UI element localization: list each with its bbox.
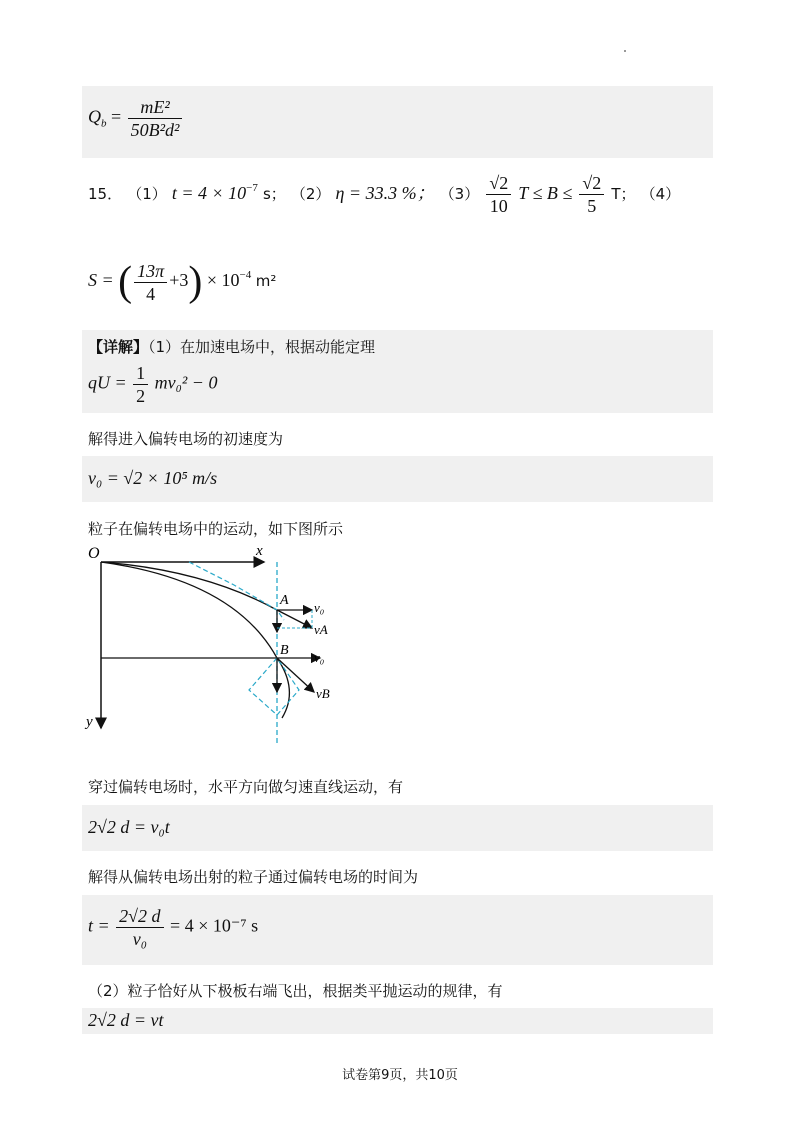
deflection-diagram bbox=[84, 540, 344, 750]
q15-part3-frac2 bbox=[579, 172, 604, 217]
eq-energy bbox=[88, 362, 217, 407]
area-formula bbox=[88, 258, 276, 306]
q15-part1-exp: −7 bbox=[246, 182, 258, 194]
q15-part3-den2: 5 bbox=[587, 196, 597, 216]
eq4-lhs: t = bbox=[88, 915, 110, 936]
area-fraction bbox=[134, 260, 167, 305]
q15-part2-expr: η = 33.3 %； bbox=[335, 183, 435, 203]
area-lhs: S = bbox=[88, 270, 114, 291]
eq4-numerator: 2√2 d bbox=[116, 905, 163, 928]
eq-velocity: v₀ = √2 × 10⁵ m/s bbox=[88, 468, 218, 488]
area-denominator: 4 bbox=[146, 283, 156, 304]
qb-fraction bbox=[128, 96, 183, 141]
label-x: x bbox=[256, 543, 263, 559]
qb-numerator: mE² bbox=[128, 96, 183, 119]
q15-part3-den1: 10 bbox=[489, 196, 508, 216]
label-v0-b: v₀ bbox=[314, 650, 325, 665]
qb-lhs: Q bbox=[88, 106, 101, 127]
eq1-rhs: mv₀² − 0 bbox=[154, 372, 218, 393]
q15-answer-line bbox=[88, 172, 680, 217]
detail-heading: 【详解】 bbox=[88, 338, 149, 356]
q15-part3-num2: √2 bbox=[579, 172, 604, 195]
detail-heading-line bbox=[88, 336, 375, 357]
detail-band-3 bbox=[82, 805, 713, 851]
q15-part4-label: （4） bbox=[640, 185, 681, 203]
detail-text-3: 粒子在偏转电场中的运动，如下图所示 bbox=[88, 520, 344, 538]
qb-equals: = bbox=[111, 106, 122, 127]
area-plus: +3 bbox=[169, 270, 189, 291]
eq4-rhs: = 4 × 10⁻⁷ s bbox=[170, 915, 259, 936]
label-vb: vB bbox=[316, 686, 330, 701]
label-a: A bbox=[280, 593, 289, 608]
label-v0-a: v₀ bbox=[314, 600, 325, 615]
trajectory-a bbox=[101, 562, 277, 610]
eq1-numerator: 1 bbox=[133, 362, 148, 385]
vector-vb bbox=[277, 658, 314, 692]
detail-text-6: （2）粒子恰好从下极板右端飞出，根据类平抛运动的规律，有 bbox=[88, 982, 503, 1000]
eq-vt: 2√2 d = vt bbox=[88, 1010, 164, 1030]
detail-text-1: （1）在加速电场中，根据动能定理 bbox=[148, 338, 376, 356]
area-numerator: 13π bbox=[134, 260, 167, 283]
detail-text-4: 穿过偏转电场时，水平方向做匀速直线运动，有 bbox=[88, 778, 404, 796]
page-footer: 试卷第9页，共10页 bbox=[342, 1068, 458, 1083]
qb-denominator: 50B²d² bbox=[130, 120, 180, 140]
construction-b bbox=[249, 658, 299, 715]
area-unit: m² bbox=[255, 272, 277, 291]
q15-part3-tail: T； bbox=[611, 185, 636, 203]
qb-lhs-sub: b bbox=[101, 117, 107, 130]
eq4-denominator: v₀ bbox=[132, 929, 147, 949]
q15-part3-mid: T ≤ B ≤ bbox=[518, 183, 573, 203]
left-paren: ( bbox=[118, 259, 133, 305]
detail-text-5: 解得从偏转电场出射的粒子通过偏转电场的时间为 bbox=[88, 868, 419, 886]
eq1-fraction bbox=[133, 362, 148, 407]
label-va: vA bbox=[314, 622, 328, 637]
q15-number: 15． bbox=[88, 185, 123, 203]
eq1-lhs: qU = bbox=[88, 372, 127, 393]
label-o: O bbox=[88, 545, 100, 562]
q15-part3-frac1 bbox=[486, 172, 511, 217]
q15-part1-expr: t = 4 × 10 bbox=[171, 183, 247, 203]
eq4-fraction bbox=[116, 905, 163, 950]
detail-text-2: 解得进入偏转电场的初速度为 bbox=[88, 430, 284, 448]
vector-va bbox=[277, 610, 312, 628]
area-exp: −4 bbox=[239, 269, 252, 282]
label-b: B bbox=[280, 643, 289, 658]
page-mark bbox=[624, 50, 626, 52]
qb-formula bbox=[88, 96, 184, 141]
detail-band-5 bbox=[82, 1008, 713, 1034]
q15-part2-label: （2） bbox=[290, 185, 331, 203]
label-y: y bbox=[86, 714, 93, 730]
q15-part1-unit: s； bbox=[262, 185, 286, 203]
area-times: × 10 bbox=[206, 270, 240, 291]
right-paren: ) bbox=[188, 259, 203, 305]
q15-part3-num1: √2 bbox=[486, 172, 511, 195]
eq-horizontal: 2√2 d = v₀t bbox=[88, 817, 170, 837]
eq-time bbox=[88, 905, 258, 950]
q15-part3-label: （3） bbox=[439, 185, 480, 203]
eq1-denominator: 2 bbox=[136, 386, 146, 406]
q15-part1-label: （1） bbox=[127, 185, 167, 203]
